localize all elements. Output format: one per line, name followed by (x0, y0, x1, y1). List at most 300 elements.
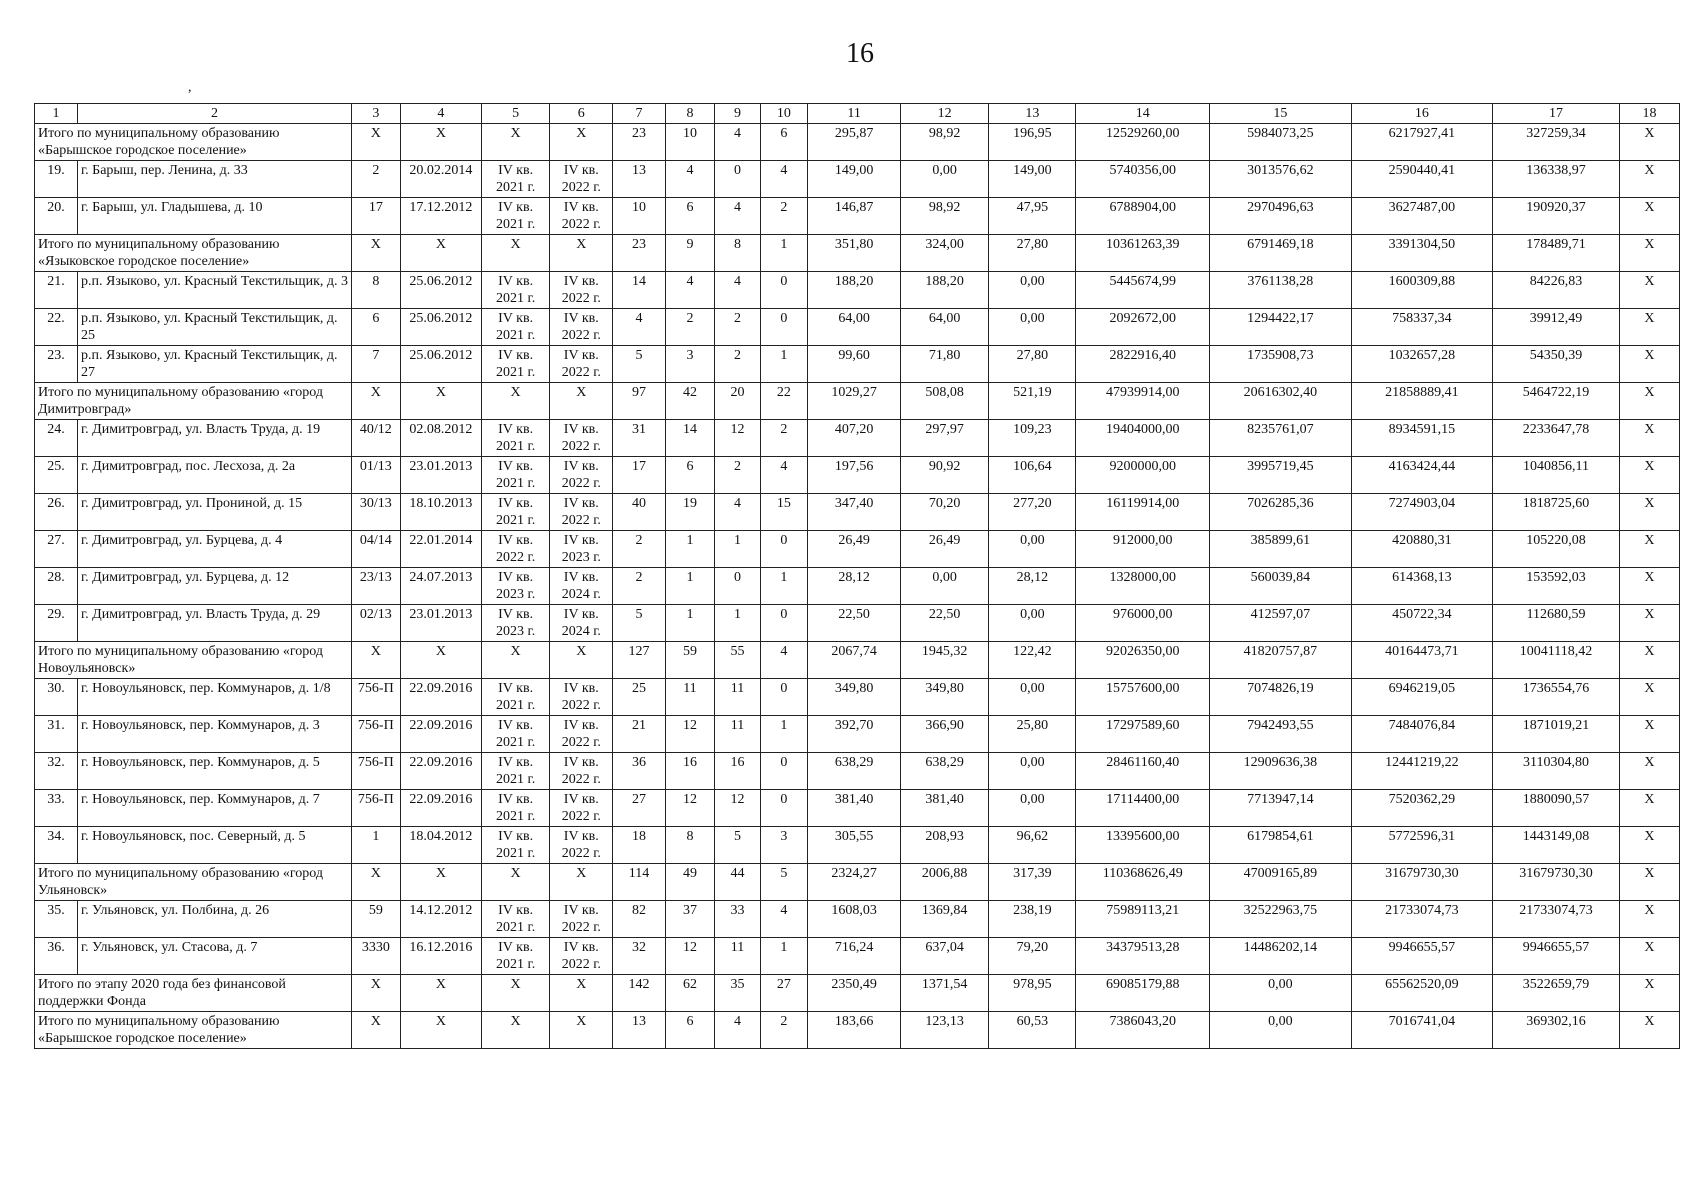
data-cell: 4 (715, 494, 760, 531)
data-cell: 25 (613, 679, 665, 716)
data-cell: 02.08.2012 (400, 420, 482, 457)
data-cell: X (482, 235, 550, 272)
data-cell: 13395600,00 (1076, 827, 1210, 864)
data-cell: X (1619, 605, 1679, 642)
data-cell: 22 (760, 383, 808, 420)
data-cell: 2006,88 (901, 864, 989, 901)
data-cell: 3013576,62 (1210, 161, 1352, 198)
data-cell: 8 (715, 235, 760, 272)
data-cell: 4 (760, 642, 808, 679)
data-cell: X (400, 642, 482, 679)
data-cell: 47939914,00 (1076, 383, 1210, 420)
data-cell: IV кв. 2022 г. (550, 457, 613, 494)
data-cell: 04/14 (351, 531, 400, 568)
data-cell: 1 (760, 568, 808, 605)
data-cell: IV кв. 2022 г. (550, 753, 613, 790)
data-cell: 49 (665, 864, 715, 901)
data-cell: 23.01.2013 (400, 605, 482, 642)
data-cell: 5 (613, 605, 665, 642)
data-cell: 59 (665, 642, 715, 679)
data-cell: 44 (715, 864, 760, 901)
column-number: 16 (1351, 104, 1493, 124)
data-cell: 112680,59 (1493, 605, 1620, 642)
data-cell: 2970496,63 (1210, 198, 1352, 235)
subtotal-label: Итого по муниципальному образованию «Барышское городское поселение» (35, 1012, 352, 1049)
data-cell: IV кв. 2021 г. (482, 827, 550, 864)
table-row (35, 753, 1680, 790)
data-cell: X (351, 642, 400, 679)
subtotal-row (35, 235, 1680, 272)
data-cell: 1 (715, 605, 760, 642)
data-cell: 392,70 (808, 716, 901, 753)
data-cell: 638,29 (901, 753, 989, 790)
data-cell: 22.01.2014 (400, 531, 482, 568)
data-cell: 19 (665, 494, 715, 531)
data-cell: 23.01.2013 (400, 457, 482, 494)
column-number: 13 (989, 104, 1076, 124)
data-cell: 1443149,08 (1493, 827, 1620, 864)
table-row (35, 161, 1680, 198)
data-cell: 11 (665, 679, 715, 716)
column-number: 11 (808, 104, 901, 124)
table-row (35, 790, 1680, 827)
data-cell: 40/12 (351, 420, 400, 457)
data-cell: IV кв. 2022 г. (550, 679, 613, 716)
subtotal-label: Итого по муниципальному образованию «город Новоульяновск» (35, 642, 352, 679)
data-cell: 5740356,00 (1076, 161, 1210, 198)
data-cell: 11 (715, 938, 760, 975)
data-cell: X (1619, 383, 1679, 420)
row-number: 21. (35, 272, 78, 309)
data-cell: 0,00 (989, 309, 1076, 346)
data-cell: X (1619, 975, 1679, 1012)
data-cell: 64,00 (808, 309, 901, 346)
data-cell: 2 (715, 346, 760, 383)
data-cell: 2 (665, 309, 715, 346)
data-cell: 13 (613, 1012, 665, 1049)
data-cell: 1 (665, 531, 715, 568)
data-cell: 6 (665, 198, 715, 235)
data-cell: IV кв. 2024 г. (550, 605, 613, 642)
data-cell: X (1619, 938, 1679, 975)
data-cell: IV кв. 2021 г. (482, 198, 550, 235)
data-cell: 238,19 (989, 901, 1076, 938)
table-row (35, 568, 1680, 605)
data-cell: X (351, 235, 400, 272)
data-cell: 96,62 (989, 827, 1076, 864)
data-cell: 0 (760, 531, 808, 568)
data-cell: 3761138,28 (1210, 272, 1352, 309)
data-cell: 54350,39 (1493, 346, 1620, 383)
data-cell: 6179854,61 (1210, 827, 1352, 864)
data-cell: 20 (715, 383, 760, 420)
column-number: 2 (78, 104, 352, 124)
data-cell: 105220,08 (1493, 531, 1620, 568)
data-cell: 7016741,04 (1351, 1012, 1493, 1049)
data-cell: X (351, 124, 400, 161)
data-cell: 7942493,55 (1210, 716, 1352, 753)
data-cell: 7386043,20 (1076, 1012, 1210, 1049)
data-cell: 3 (760, 827, 808, 864)
data-cell: 106,64 (989, 457, 1076, 494)
data-cell: 560039,84 (1210, 568, 1352, 605)
data-cell: 10361263,39 (1076, 235, 1210, 272)
data-cell: X (400, 124, 482, 161)
subtotal-row (35, 383, 1680, 420)
data-cell: 508,08 (901, 383, 989, 420)
data-cell: X (482, 124, 550, 161)
data-cell: 1 (351, 827, 400, 864)
data-cell: 1294422,17 (1210, 309, 1352, 346)
data-cell: 1 (760, 235, 808, 272)
data-cell: X (1619, 235, 1679, 272)
data-cell: 12529260,00 (1076, 124, 1210, 161)
address-cell: г. Новоульяновск, пер. Коммунаров, д. 1/8 (78, 679, 352, 716)
data-cell: 2 (715, 457, 760, 494)
data-cell: X (550, 383, 613, 420)
data-cell: 0 (760, 272, 808, 309)
data-cell: 21733074,73 (1493, 901, 1620, 938)
data-cell: 12909636,38 (1210, 753, 1352, 790)
data-cell: X (1619, 679, 1679, 716)
address-cell: г. Барыш, ул. Гладышева, д. 10 (78, 198, 352, 235)
table-row (35, 679, 1680, 716)
data-cell: 4 (760, 161, 808, 198)
address-cell: г. Барыш, пер. Ленина, д. 33 (78, 161, 352, 198)
data-cell: 10041118,42 (1493, 642, 1620, 679)
column-number: 5 (482, 104, 550, 124)
data-cell: 407,20 (808, 420, 901, 457)
data-cell: 7274903,04 (1351, 494, 1493, 531)
data-cell: 36 (613, 753, 665, 790)
data-cell: 28,12 (989, 568, 1076, 605)
data-cell: IV кв. 2022 г. (550, 161, 613, 198)
data-cell: 912000,00 (1076, 531, 1210, 568)
data-cell: 2822916,40 (1076, 346, 1210, 383)
data-cell: 12 (715, 790, 760, 827)
data-cell: 33 (715, 901, 760, 938)
data-cell: IV кв. 2021 г. (482, 309, 550, 346)
data-cell: X (1619, 198, 1679, 235)
data-cell: 2590440,41 (1351, 161, 1493, 198)
column-number: 8 (665, 104, 715, 124)
data-cell: 5464722,19 (1493, 383, 1620, 420)
data-cell: IV кв. 2023 г. (482, 605, 550, 642)
data-cell: 3391304,50 (1351, 235, 1493, 272)
address-cell: г. Димитровград, ул. Бурцева, д. 4 (78, 531, 352, 568)
data-cell: 22.09.2016 (400, 753, 482, 790)
data-cell: 8934591,15 (1351, 420, 1493, 457)
data-cell: 19404000,00 (1076, 420, 1210, 457)
row-number: 20. (35, 198, 78, 235)
data-cell: IV кв. 2021 г. (482, 346, 550, 383)
data-cell: 110368626,49 (1076, 864, 1210, 901)
data-cell: 1371,54 (901, 975, 989, 1012)
data-cell: 15 (760, 494, 808, 531)
data-cell: 349,80 (901, 679, 989, 716)
column-number: 14 (1076, 104, 1210, 124)
data-cell: 0,00 (901, 568, 989, 605)
address-cell: г. Димитровград, пос. Лесхоза, д. 2а (78, 457, 352, 494)
data-cell: 23/13 (351, 568, 400, 605)
data-cell: 208,93 (901, 827, 989, 864)
data-cell: IV кв. 2022 г. (550, 790, 613, 827)
data-cell: 2 (760, 198, 808, 235)
data-cell: 978,95 (989, 975, 1076, 1012)
data-cell: 32522963,75 (1210, 901, 1352, 938)
data-cell: 2 (613, 568, 665, 605)
data-cell: 14486202,14 (1210, 938, 1352, 975)
data-cell: X (400, 383, 482, 420)
data-cell: 17 (613, 457, 665, 494)
data-cell: 1 (760, 346, 808, 383)
table-row (35, 716, 1680, 753)
data-cell: 197,56 (808, 457, 901, 494)
data-cell: IV кв. 2022 г. (550, 494, 613, 531)
data-cell: 31679730,30 (1351, 864, 1493, 901)
data-cell: 2 (760, 420, 808, 457)
data-cell: 149,00 (989, 161, 1076, 198)
data-cell: 22,50 (808, 605, 901, 642)
data-cell: 64,00 (901, 309, 989, 346)
column-number: 10 (760, 104, 808, 124)
data-cell: 6 (665, 457, 715, 494)
data-cell: X (550, 642, 613, 679)
data-cell: 2 (613, 531, 665, 568)
scan-mark: , (188, 80, 192, 95)
data-cell: 26,49 (901, 531, 989, 568)
data-cell: 13 (613, 161, 665, 198)
data-cell: 22.09.2016 (400, 679, 482, 716)
data-cell: X (482, 864, 550, 901)
data-cell: 22.09.2016 (400, 790, 482, 827)
table-row (35, 309, 1680, 346)
data-cell: 324,00 (901, 235, 989, 272)
table-body (35, 104, 1680, 1049)
data-cell: 7713947,14 (1210, 790, 1352, 827)
data-cell: 02/13 (351, 605, 400, 642)
data-cell: IV кв. 2022 г. (550, 938, 613, 975)
data-cell: X (1619, 642, 1679, 679)
data-cell: X (1619, 420, 1679, 457)
address-cell: г. Димитровград, ул. Бурцева, д. 12 (78, 568, 352, 605)
row-number: 23. (35, 346, 78, 383)
data-cell: 16119914,00 (1076, 494, 1210, 531)
data-cell: 79,20 (989, 938, 1076, 975)
data-cell: 7026285,36 (1210, 494, 1352, 531)
housing-program-table (34, 103, 1680, 1049)
data-cell: IV кв. 2022 г. (550, 716, 613, 753)
address-cell: г. Новоульяновск, пер. Коммунаров, д. 7 (78, 790, 352, 827)
data-cell: 277,20 (989, 494, 1076, 531)
data-cell: 25.06.2012 (400, 272, 482, 309)
data-cell: 7520362,29 (1351, 790, 1493, 827)
data-cell: 114 (613, 864, 665, 901)
data-cell: 35 (715, 975, 760, 1012)
data-cell: 21733074,73 (1351, 901, 1493, 938)
column-number: 18 (1619, 104, 1679, 124)
data-cell: 2 (715, 309, 760, 346)
data-cell: X (1619, 901, 1679, 938)
data-cell: 1029,27 (808, 383, 901, 420)
data-cell: IV кв. 2022 г. (550, 901, 613, 938)
data-cell: 4 (715, 124, 760, 161)
data-cell: 0 (760, 753, 808, 790)
address-cell: р.п. Языково, ул. Красный Текстильщик, д. 27 (78, 346, 352, 383)
data-cell: 614368,13 (1351, 568, 1493, 605)
data-cell: 31679730,30 (1493, 864, 1620, 901)
data-cell: 92026350,00 (1076, 642, 1210, 679)
row-number: 33. (35, 790, 78, 827)
table-row (35, 272, 1680, 309)
data-cell: IV кв. 2022 г. (550, 272, 613, 309)
data-cell: 12 (665, 938, 715, 975)
data-cell: 381,40 (808, 790, 901, 827)
data-cell: 21858889,41 (1351, 383, 1493, 420)
data-cell: 327259,34 (1493, 124, 1620, 161)
data-cell: 1608,03 (808, 901, 901, 938)
data-cell: 122,42 (989, 642, 1076, 679)
column-number: 7 (613, 104, 665, 124)
data-cell: 70,20 (901, 494, 989, 531)
data-cell: 22.09.2016 (400, 716, 482, 753)
data-cell: 14 (613, 272, 665, 309)
address-cell: р.п. Языково, ул. Красный Текстильщик, д. 25 (78, 309, 352, 346)
data-cell: 9946655,57 (1493, 938, 1620, 975)
data-cell: 756-П (351, 679, 400, 716)
data-cell: X (1619, 753, 1679, 790)
table-row (35, 198, 1680, 235)
data-cell: 178489,71 (1493, 235, 1620, 272)
table-row (35, 346, 1680, 383)
data-cell: 28,12 (808, 568, 901, 605)
row-number: 31. (35, 716, 78, 753)
data-cell: 82 (613, 901, 665, 938)
data-cell: X (550, 235, 613, 272)
data-cell: 24.07.2013 (400, 568, 482, 605)
data-cell: 0,00 (989, 605, 1076, 642)
data-cell: X (1619, 272, 1679, 309)
data-cell: IV кв. 2022 г. (550, 827, 613, 864)
data-cell: X (550, 124, 613, 161)
data-cell: X (1619, 161, 1679, 198)
subtotal-row (35, 642, 1680, 679)
address-cell: г. Новоульяновск, пос. Северный, д. 5 (78, 827, 352, 864)
data-cell: 0 (760, 679, 808, 716)
data-cell: 9946655,57 (1351, 938, 1493, 975)
data-cell: 5772596,31 (1351, 827, 1493, 864)
data-cell: 11 (715, 716, 760, 753)
data-cell: 99,60 (808, 346, 901, 383)
data-cell: 34379513,28 (1076, 938, 1210, 975)
data-cell: 716,24 (808, 938, 901, 975)
data-cell: 1 (665, 605, 715, 642)
data-cell: IV кв. 2021 г. (482, 901, 550, 938)
data-cell: X (1619, 1012, 1679, 1049)
data-cell: 6217927,41 (1351, 124, 1493, 161)
data-cell: X (482, 1012, 550, 1049)
data-cell: 8235761,07 (1210, 420, 1352, 457)
table-row (35, 457, 1680, 494)
data-cell: 41820757,87 (1210, 642, 1352, 679)
data-cell: 4 (665, 161, 715, 198)
data-cell: 7074826,19 (1210, 679, 1352, 716)
data-cell: 123,13 (901, 1012, 989, 1049)
column-number: 4 (400, 104, 482, 124)
data-cell: 2 (351, 161, 400, 198)
data-cell: 27 (613, 790, 665, 827)
data-cell: 2233647,78 (1493, 420, 1620, 457)
data-cell: 347,40 (808, 494, 901, 531)
address-cell: г. Ульяновск, ул. Стасова, д. 7 (78, 938, 352, 975)
data-cell: X (550, 975, 613, 1012)
data-cell: 4 (715, 198, 760, 235)
column-number: 12 (901, 104, 989, 124)
data-cell: 385899,61 (1210, 531, 1352, 568)
data-cell: IV кв. 2022 г. (482, 531, 550, 568)
subtotal-row (35, 1012, 1680, 1049)
data-cell: 183,66 (808, 1012, 901, 1049)
data-cell: 1328000,00 (1076, 568, 1210, 605)
data-cell: 32 (613, 938, 665, 975)
data-cell: IV кв. 2023 г. (550, 531, 613, 568)
data-cell: 0,00 (1210, 975, 1352, 1012)
data-cell: 3627487,00 (1351, 198, 1493, 235)
data-cell: IV кв. 2022 г. (550, 309, 613, 346)
data-cell: IV кв. 2021 г. (482, 420, 550, 457)
data-cell: 1736554,76 (1493, 679, 1620, 716)
data-cell: 4 (715, 272, 760, 309)
row-number: 22. (35, 309, 78, 346)
data-cell: 2092672,00 (1076, 309, 1210, 346)
data-cell: 84226,83 (1493, 272, 1620, 309)
address-cell: г. Новоульяновск, пер. Коммунаров, д. 5 (78, 753, 352, 790)
column-number-row (35, 104, 1680, 124)
data-cell: 3330 (351, 938, 400, 975)
data-cell: 23 (613, 235, 665, 272)
data-cell: 98,92 (901, 124, 989, 161)
data-cell: 0,00 (989, 679, 1076, 716)
data-cell: 1 (665, 568, 715, 605)
column-number: 3 (351, 104, 400, 124)
data-cell: 1945,32 (901, 642, 989, 679)
data-cell: 18.10.2013 (400, 494, 482, 531)
column-number: 1 (35, 104, 78, 124)
subtotal-row (35, 975, 1680, 1012)
data-cell: 16 (715, 753, 760, 790)
subtotal-label: Итого по муниципальному образованию «Барышское городское поселение» (35, 124, 352, 161)
data-cell: 97 (613, 383, 665, 420)
data-cell: 8 (351, 272, 400, 309)
data-cell: X (550, 1012, 613, 1049)
data-cell: 1 (760, 938, 808, 975)
row-number: 29. (35, 605, 78, 642)
data-cell: X (1619, 124, 1679, 161)
address-cell: г. Димитровград, ул. Прониной, д. 15 (78, 494, 352, 531)
data-cell: 1 (715, 531, 760, 568)
data-cell: X (351, 383, 400, 420)
data-cell: 27 (760, 975, 808, 1012)
data-cell: 25,80 (989, 716, 1076, 753)
data-cell: 0,00 (901, 161, 989, 198)
data-cell: IV кв. 2022 г. (550, 346, 613, 383)
data-cell: X (1619, 531, 1679, 568)
address-cell: г. Новоульяновск, пер. Коммунаров, д. 3 (78, 716, 352, 753)
data-cell: 47,95 (989, 198, 1076, 235)
data-cell: X (400, 975, 482, 1012)
row-number: 32. (35, 753, 78, 790)
data-cell: 6 (760, 124, 808, 161)
